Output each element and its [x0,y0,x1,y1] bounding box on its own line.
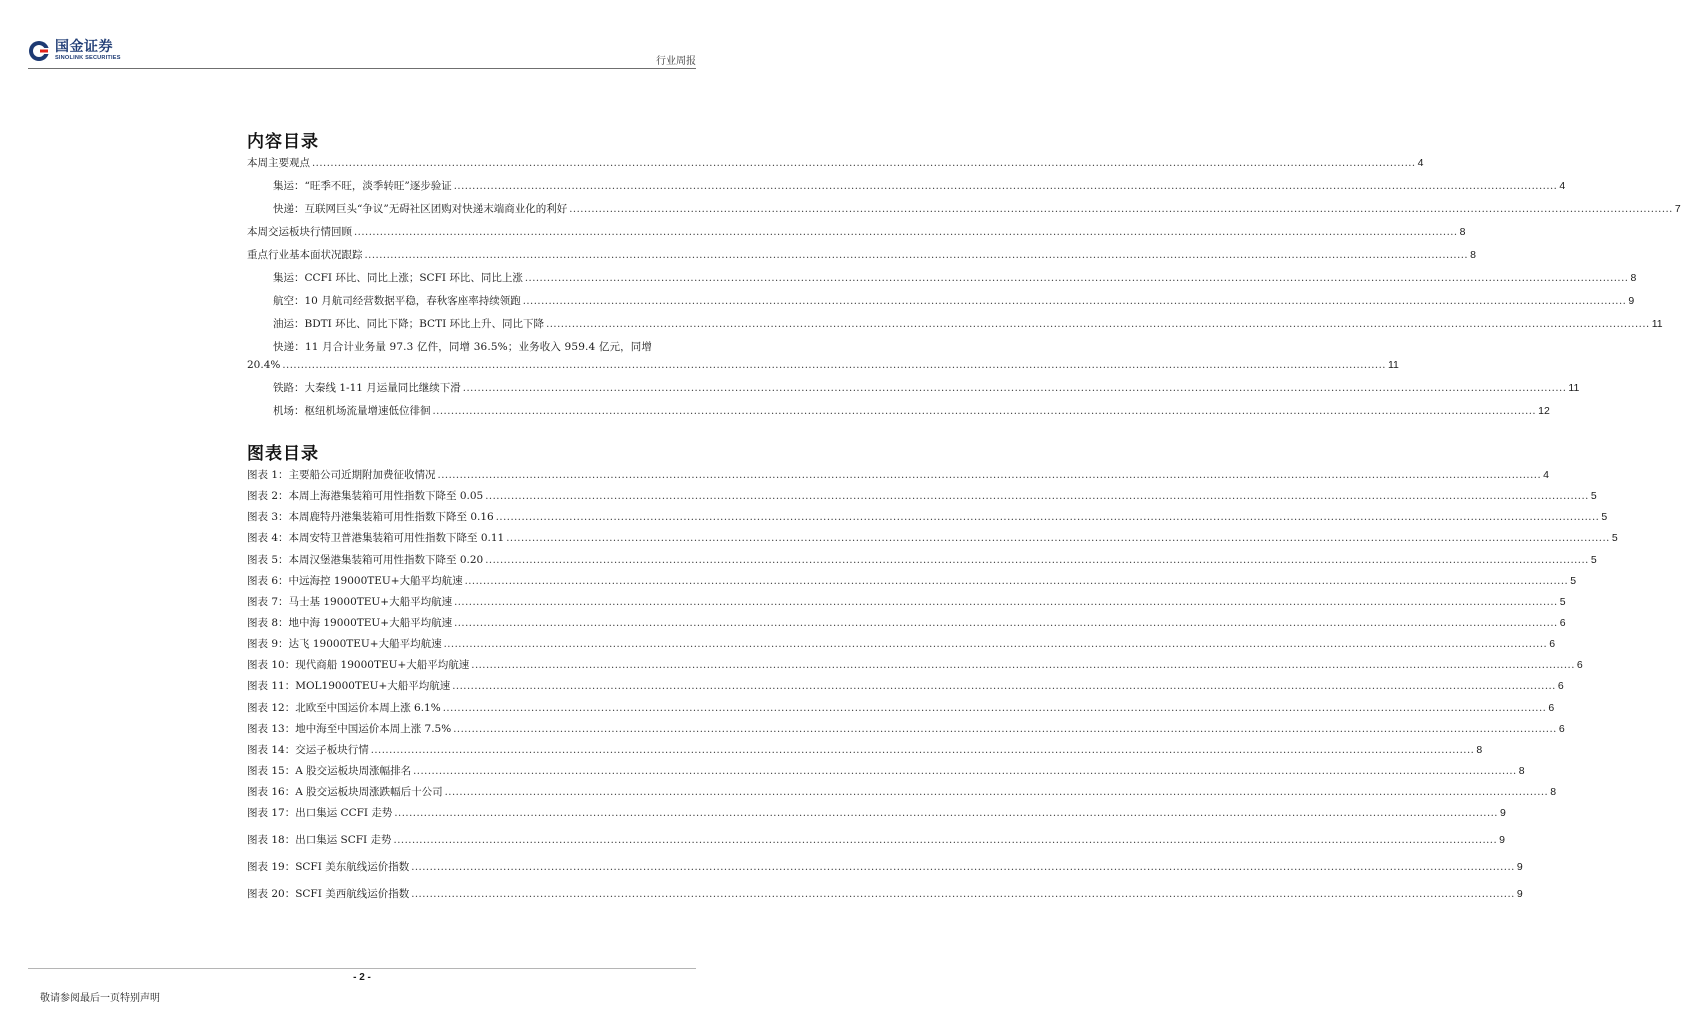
dot-leader: ............................................................................................................................................................................................................................................................................................................ [454,617,1558,629]
figure-entry[interactable] [247,511,1608,524]
toc-entry-text: 图表 10：现代商船 19000TEU+大船平均航速 [247,659,470,672]
dot-leader: ............................................................................................................................................................................................................................................................................................................ [506,533,1610,545]
contents-entry[interactable] [247,180,1566,193]
logo-mark-icon [28,40,50,62]
dot-leader: ............................................................................................................................................................................................................................................................................................................ [522,296,1627,307]
toc-entry-text: 图表 7：马士基 19000TEU+大船平均航速 [247,595,453,608]
toc-entry-text: 图表 1：主要船公司近期附加费征收情况 [247,469,436,481]
toc-page-number: 8 [1630,272,1637,284]
toc-entry-text: 本周交运板块行情回顾 [247,226,352,238]
toc-entry-text: 图表 3：本周鹿特丹港集装箱可用性指数下降至 0.16 [247,511,494,524]
toc-page-number: 4 [1417,157,1424,169]
toc-entry-text: 图表 12：北欧至中国运价本周上涨 6.1% [247,701,441,714]
toc-entry-text: 图表 15：A 股交运板块周涨幅排名 [247,764,412,777]
figures-title: 图表目录 [247,444,319,464]
toc-entry-text: 本周主要观点 [247,157,310,169]
dot-leader: ............................................................................................................................................................................................................................................................................................................ [364,250,1469,261]
logo-english-name: SINOLINK SECURITIES [55,55,121,62]
toc-page-number: 11 [1651,318,1663,330]
dot-leader: ............................................................................................................................................................................................................................................................................................................ [471,660,1575,672]
toc-page-number: 8 [1470,249,1476,261]
dot-leader: ............................................................................................................................................................................................................................................................................................................ [454,596,1558,608]
toc-entry-text: 集运：CCFI 环比、同比上涨；SCFI 环比、同比上涨 [273,272,523,284]
toc-entry-text: 图表 13：地中海至中国运价本周上涨 7.5% [247,722,452,735]
figure-entry[interactable] [247,807,1506,820]
toc-entry-text: 图表 4：本周安特卫普港集装箱可用性指数下降至 0.11 [247,532,505,545]
dot-leader: ............................................................................................................................................................................................................................................................................................................ [282,360,1386,371]
express-line-2[interactable] [247,359,1399,372]
toc-page-number: 8 [1518,764,1525,777]
toc-entry-text: 铁路：大秦线 1-11 月运量同比继续下滑 [273,382,461,394]
dot-leader: ............................................................................................................................................................................................................................................................................................................ [443,639,1548,651]
toc-page-number: 4 [1559,180,1566,192]
dot-leader: ............................................................................................................................................................................................................................................................................................................ [370,744,1475,756]
figure-entry[interactable] [247,834,1506,847]
figure-entry[interactable] [247,680,1564,693]
figure-entry[interactable] [247,490,1597,503]
toc-page-number: 5 [1590,553,1597,566]
figure-entry[interactable] [247,701,1555,715]
toc-page-number: 9 [1499,834,1506,847]
contents-entry[interactable] [247,318,1663,331]
toc-page-number: 5 [1559,595,1566,608]
toc-entry-text: 油运：BDTI 环比、同比下降；BCTI 环比上升、同比下降 [273,318,545,330]
toc-entry-text: 重点行业基本面状况跟踪 [247,249,363,261]
toc-entry-text: 20.4% [247,359,281,371]
contents-entry[interactable] [247,249,1476,262]
contents-entry[interactable] [247,203,1681,216]
toc-entry-text: 图表 19：SCFI 美东航线运价指数 [247,861,410,874]
toc-page-number: 9 [1628,295,1635,307]
dot-leader: ............................................................................................................................................................................................................................................................................................................ [437,470,1542,481]
dot-leader: ............................................................................................................................................................................................................................................................................................................ [485,491,1589,503]
contents-entry[interactable] [247,226,1466,239]
toc-entry-text: 图表 6：中远海控 19000TEU+大船平均航速 [247,574,463,587]
toc-page-number: 7 [1674,203,1681,215]
figure-entry[interactable] [247,469,1549,482]
figure-entry[interactable] [247,888,1523,901]
dot-leader: ............................................................................................................................................................................................................................................................................................................ [464,575,1569,587]
toc-entry-text: 图表 11：MOL19000TEU+大船平均航速 [247,680,451,693]
page-header [28,38,696,68]
toc-entry-text: 图表 16：A 股交运板块周涨跌幅后十公司 [247,786,443,799]
toc-entry-text: 图表 14：交运子板块行情 [247,743,369,756]
toc-entry-text: 图表 9：达飞 19000TEU+大船平均航速 [247,638,442,651]
dot-leader: ............................................................................................................................................................................................................................................................................................................ [546,319,1650,330]
dot-leader: ............................................................................................................................................................................................................................................................................................................ [394,808,1498,820]
figure-entry[interactable] [247,722,1565,736]
contents-entry[interactable] [247,157,1424,170]
figure-entry[interactable] [247,764,1525,778]
contents-entry[interactable] [247,382,1580,395]
toc-page-number: 4 [1543,469,1549,481]
figure-entry[interactable] [247,638,1556,651]
dot-leader: ............................................................................................................................................................................................................................................................................................................ [413,765,1517,777]
sinolink-logo [28,40,121,62]
contents-list [247,157,1681,428]
toc-page-number: 6 [1576,659,1583,672]
dot-leader: ............................................................................................................................................................................................................................................................................................................ [524,273,1629,284]
dot-leader: ............................................................................................................................................................................................................................................................................................................ [453,723,1557,735]
dot-leader: ............................................................................................................................................................................................................................................................................................................ [569,204,1673,215]
contents-entry[interactable] [247,272,1637,285]
report-type-label: 行业周报 [656,56,696,67]
toc-page-number: 9 [1500,807,1506,820]
toc-page-number: 8 [1476,743,1483,756]
figure-entry[interactable] [247,786,1557,799]
toc-entry-text: 图表 17：出口集运 CCFI 走势 [247,807,393,820]
toc-page-number: 9 [1516,888,1523,901]
toc-entry-text: 图表 5：本周汉堡港集装箱可用性指数下降至 0.20 [247,553,484,566]
dot-leader: ............................................................................................................................................................................................................................................................................................................ [495,512,1600,524]
dot-leader: ............................................................................................................................................................................................................................................................................................................ [411,889,1515,901]
header-divider [28,68,696,69]
dot-leader: ............................................................................................................................................................................................................................................................................................................ [411,862,1515,874]
toc-page-number: 8 [1550,786,1557,799]
dot-leader: ............................................................................................................................................................................................................................................................................................................ [393,835,1498,847]
toc-page-number: 6 [1548,701,1555,714]
toc-entry-text: 图表 8：地中海 19000TEU+大船平均航速 [247,616,453,629]
logo-chinese-name: 国金证券 [55,39,113,56]
disclaimer-note: 敬请参阅最后一页特别声明 [40,993,160,1004]
dot-leader: ............................................................................................................................................................................................................................................................................................................ [453,181,1558,192]
figure-entry[interactable] [247,659,1583,672]
figures-list [247,469,1618,915]
figure-entry[interactable] [247,574,1577,588]
toc-page-number: 12 [1538,405,1550,417]
figure-entry[interactable] [247,616,1566,630]
toc-page-number: 8 [1459,226,1466,238]
toc-page-number: 5 [1570,574,1577,587]
toc-page-number: 6 [1557,680,1564,693]
dot-leader: ............................................................................................................................................................................................................................................................................................................ [354,227,1458,238]
toc-page-number: 6 [1558,722,1565,735]
figure-entry[interactable] [247,553,1597,567]
dot-leader: ............................................................................................................................................................................................................................................................................................................ [444,787,1549,799]
toc-page-number: 6 [1549,638,1556,651]
toc-page-number: 11 [1568,382,1580,394]
dot-leader: ............................................................................................................................................................................................................................................................................................................ [312,158,1416,169]
figure-entry[interactable] [247,595,1566,609]
toc-entry-text: 图表 2：本周上海港集装箱可用性指数下降至 0.05 [247,490,484,503]
dot-leader: ............................................................................................................................................................................................................................................................................................................ [432,406,1537,417]
toc-entry-text: 集运：“旺季不旺，淡季转旺”逐步验证 [273,180,452,192]
toc-page-number: 11 [1387,359,1399,371]
figure-entry[interactable] [247,861,1523,874]
dot-leader: ............................................................................................................................................................................................................................................................................................................ [452,681,1556,693]
figure-entry[interactable] [247,532,1618,545]
contents-entry[interactable] [247,405,1550,418]
figure-entry[interactable] [247,743,1483,757]
page-number: - 2 - [353,972,371,983]
toc-page-number: 5 [1611,532,1618,545]
toc-page-number: 5 [1590,490,1597,503]
dot-leader: ............................................................................................................................................................................................................................................................................................................ [442,702,1547,714]
dot-leader: ............................................................................................................................................................................................................................................................................................................ [485,554,1589,566]
dot-leader: ............................................................................................................................................................................................................................................................................................................ [462,383,1567,394]
toc-entry-text: 航空：10 月航司经营数据平稳，春秋客座率持续领跑 [273,295,521,307]
contents-entry[interactable] [247,295,1635,308]
toc-page-number: 6 [1559,616,1566,629]
toc-entry-text: 图表 18：出口集运 SCFI 走势 [247,834,392,847]
toc-entry-text: 快递：互联网巨头“争议”无碍社区团购对快递末端商业化的利好 [273,203,568,215]
footer-divider [28,968,696,969]
toc-page-number: 9 [1516,861,1523,874]
toc-page-number: 5 [1601,511,1608,524]
toc-entry-text: 机场：枢纽机场流量增速低位徘徊 [273,405,431,417]
contents-title: 内容目录 [247,132,319,152]
express-line-1: 快递：11 月合计业务量 97.3 亿件，同增 36.5%；业务收入 959.4 亿元，同增 [273,341,653,353]
toc-entry-text: 图表 20：SCFI 美西航线运价指数 [247,888,410,901]
contents-entry-express[interactable] [247,341,1399,372]
